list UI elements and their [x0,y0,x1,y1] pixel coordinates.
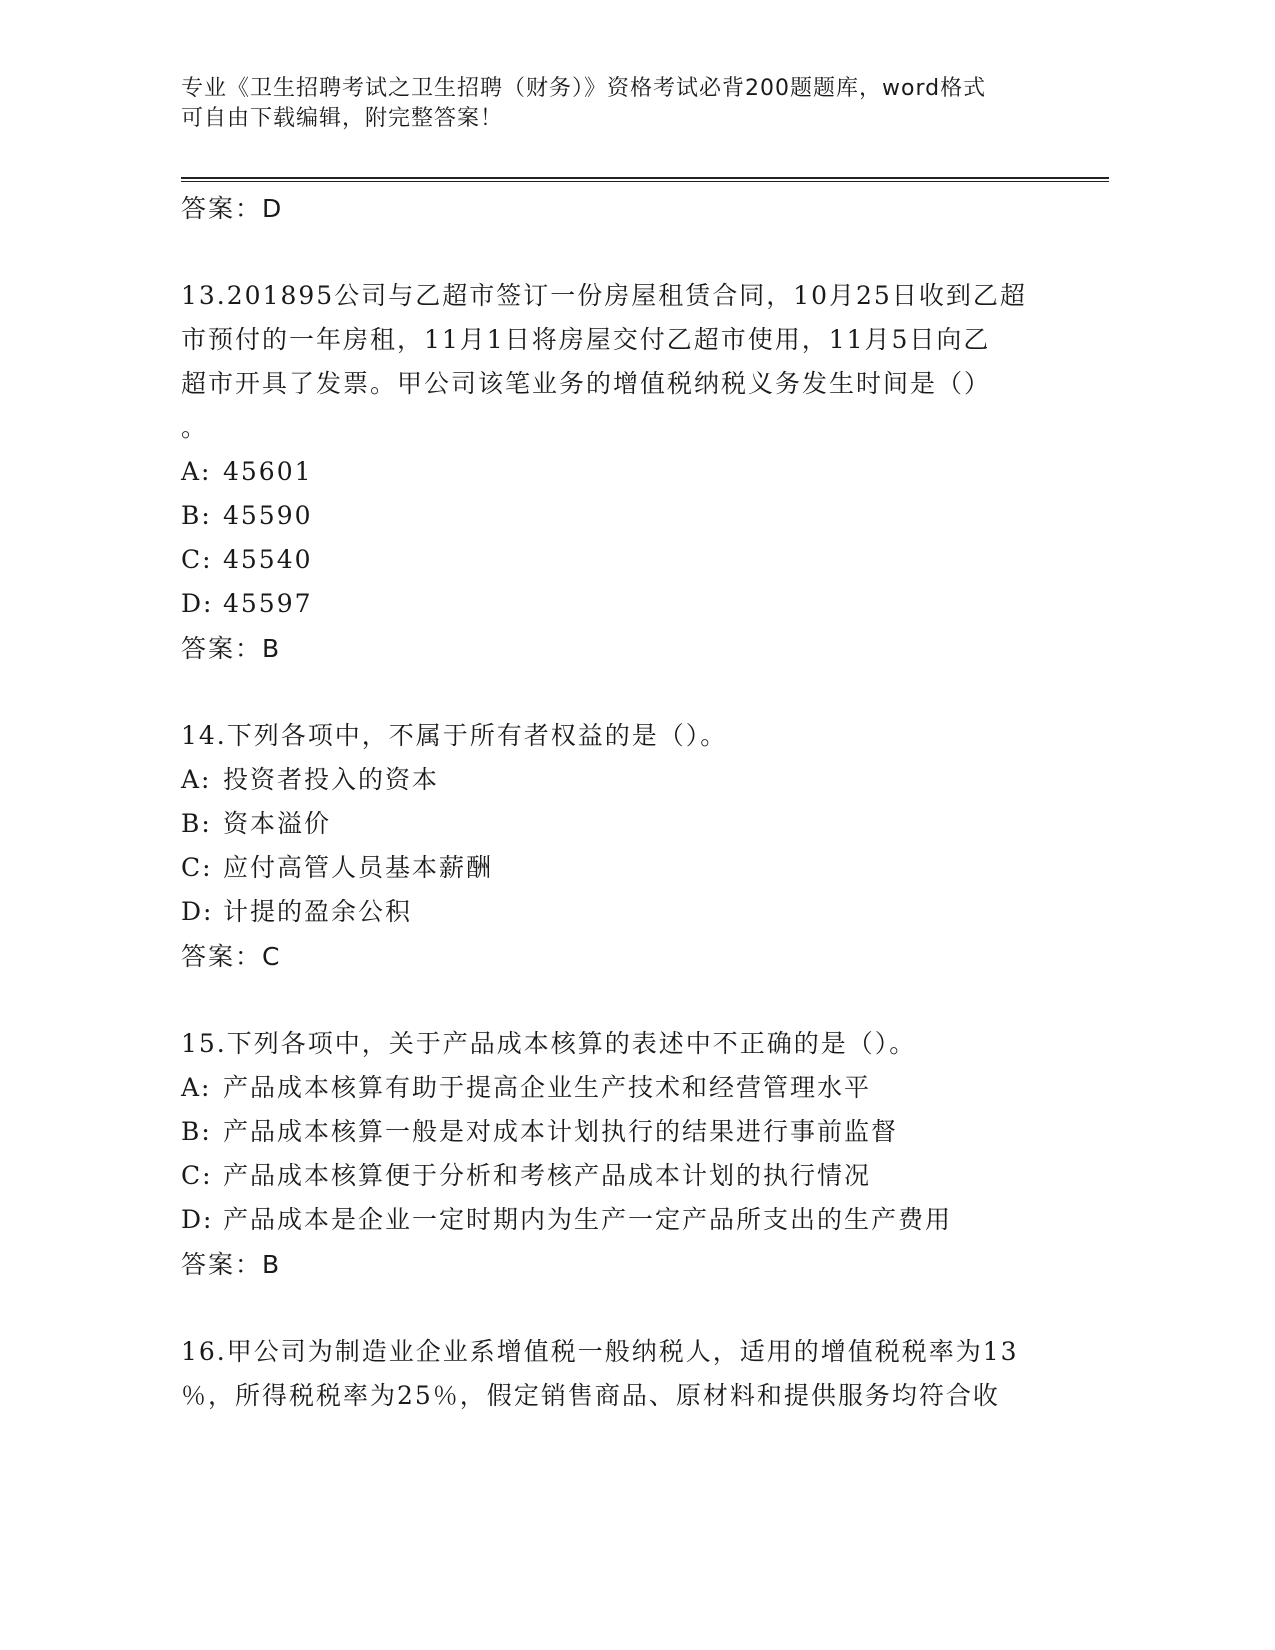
question-13-line-4: 。 [181,413,209,442]
question-13-line-3: 超市开具了发票。甲公司该笔业务的增值税纳税义务发生时间是（） [181,369,992,398]
option-label: D: [181,897,214,926]
question-15 [181,1022,1061,1287]
question-14 [181,714,1061,979]
option-label: B: [181,809,212,838]
question-list [181,186,1061,1418]
header-line-1: 专业《卫生招聘考试之卫生招聘（财务）》资格考试必背200题题库，word格式 [181,76,987,101]
option-text: 产品成本核算有助于提高企业生产技术和经营管理水平 [223,1073,872,1102]
document-header [181,74,1061,134]
option-label: C: [181,545,213,574]
question-15-option-c [181,1154,1061,1198]
header-divider-thick [181,177,1109,179]
option-label: A: [181,765,212,794]
question-13-option-c [181,538,1061,582]
header-line-2: 可自由下载编辑，附完整答案！ [181,106,504,131]
option-text: 资本溢价 [223,809,332,838]
question-16-line-1: 16.甲公司为制造业企业系增值税一般纳税人，适用的增值税税率为13 [181,1337,1019,1366]
question-13 [181,274,1061,671]
question-13-option-b [181,494,1061,538]
question-14-option-b [181,802,1061,846]
header-divider-thin [181,181,1109,182]
option-text: 应付高管人员基本薪酬 [223,853,494,882]
question-15-answer: 答案：B [181,1250,282,1279]
option-text: 产品成本核算便于分析和考核产品成本计划的执行情况 [223,1161,872,1190]
question-14-option-a [181,758,1061,802]
option-text: 产品成本是企业一定时期内为生产一定产品所支出的生产费用 [223,1205,953,1234]
question-16 [181,1330,1061,1418]
question-13-line-1: 13.201895公司与乙超市签订一份房屋租赁合同，10月25日收到乙超 [181,281,1027,310]
question-16-line-2: ％，所得税税率为25％，假定销售商品、原材料和提供服务均符合收 [181,1381,1000,1410]
question-14-option-d [181,890,1061,934]
answer-previous-question: 答案：D [181,194,284,223]
question-14-option-c [181,846,1061,890]
option-label: A: [181,1073,212,1102]
question-13-answer: 答案：B [181,634,282,663]
option-text: 45597 [223,589,313,618]
question-13-option-d [181,582,1061,626]
option-text: 45540 [223,545,313,574]
option-text: 45590 [223,501,313,530]
option-label: B: [181,501,212,530]
option-text: 产品成本核算一般是对成本计划执行的结果进行事前监督 [223,1117,899,1146]
option-label: B: [181,1117,212,1146]
question-15-option-a [181,1066,1061,1110]
option-text: 45601 [223,457,313,486]
option-label: D: [181,589,214,618]
spacer [181,671,1061,714]
option-label: A: [181,457,212,486]
option-label: C: [181,853,213,882]
question-14-stem: 14.下列各项中，不属于所有者权益的是（）。 [181,721,728,750]
question-13-line-2: 市预付的一年房租，11月1日将房屋交付乙超市使用，11月5日向乙 [181,325,991,354]
option-label: C: [181,1161,213,1190]
spacer [181,1287,1061,1330]
option-text: 投资者投入的资本 [223,765,440,794]
question-15-stem: 15.下列各项中，关于产品成本核算的表述中不正确的是（）。 [181,1029,917,1058]
option-text: 计提的盈余公积 [223,897,413,926]
question-14-answer: 答案：C [181,942,282,971]
option-label: D: [181,1205,214,1234]
question-15-option-b [181,1110,1061,1154]
question-15-option-d [181,1198,1061,1242]
question-13-option-a [181,450,1061,494]
spacer [181,979,1061,1022]
spacer [181,231,1061,274]
